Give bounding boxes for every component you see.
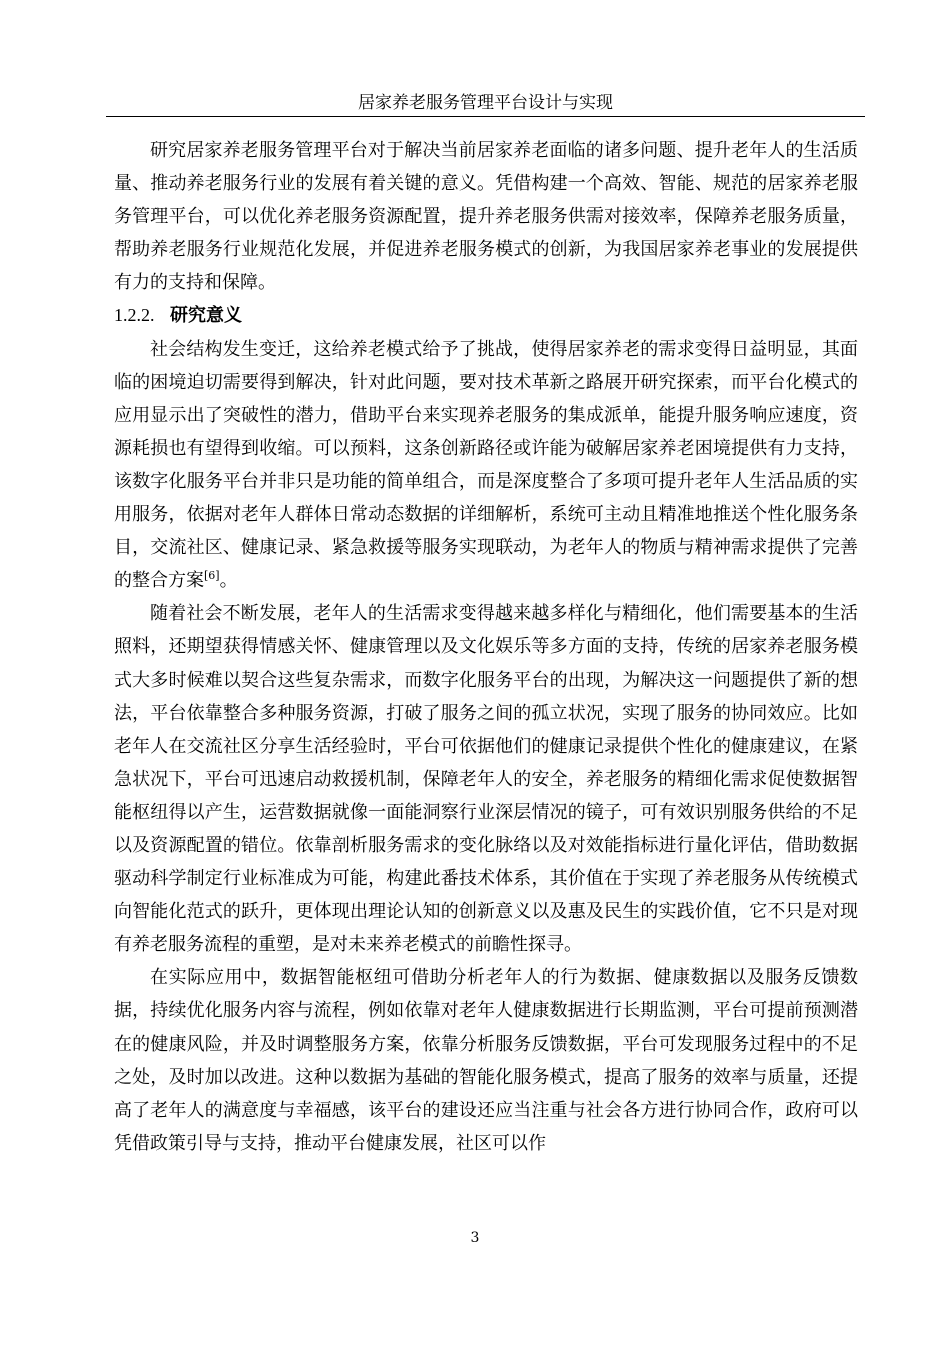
paragraph-social-change xyxy=(114,333,858,598)
paragraph-practical-application: 在实际应用中，数据智能枢纽可借助分析老年人的行为数据、健康数据以及服务反馈数据，持续优化服务内容与流程，例如依靠对老年人健康数据进行长期监测，平台可提前预测潜在的健康风险，并及时调整服务方案，依靠分析服务反馈数据，平台可发现服务过程中的不足之处，及时加以改进。这种以数据为基础的智能化服务模式，提高了服务的效率与质量，还提高了老年人的满意度与幸福感，该平台的建设还应当注重与社会各方进行协同合作，政府可以凭借政策引导与支持，推动平台健康发展，社区可以作 xyxy=(114,967,858,1154)
section-heading xyxy=(114,299,858,332)
page-number: 3 xyxy=(470,1230,480,1246)
body-content xyxy=(114,134,858,1160)
paragraph-social-change-end: 。 xyxy=(219,570,238,592)
page-header-title: 居家养老服务管理平台设计与实现 xyxy=(358,93,613,113)
paragraph-social-change-text: 社会结构发生变迁，这给养老模式给予了挑战，使得居家养老的需求变得日益明显，其面临的困境迫切需要得到解决，针对此问题，要对技术革新之路展开研究探索，而平台化模式的应用显示出了突破性的潜力，借助平台来实现养老服务的集成派单，能提升服务响应速度，资源耗损也有望得到收缩。可以预料，这条创新路径或许能为破解居家养老困境提供有力支持，该数字化服务平台并非只是功能的简单组合，而是深度整合了多项可提升老年人生活品质的实用服务，依据对老年人群体日常动态数据的详细解析，系统可主动且精准地推送个性化服务条目，交流社区、健康记录、紧急救援等服务实现联动，为老年人的物质与精神需求提供了完善的整合方案 xyxy=(114,338,858,592)
paragraph-research-platform: 研究居家养老服务管理平台对于解决当前居家养老面临的诸多问题、提升老年人的生活质量、推动养老服务行业的发展有着关键的意义。凭借构建一个高效、智能、规范的居家养老服务管理平台，可以优化养老服务资源配置，提升养老服务供需对接效率，保障养老服务质量，帮助养老服务行业规范化发展，并促进养老服务模式的创新，为我国居家养老事业的发展提供有力的支持和保障。 xyxy=(114,140,858,294)
paragraph-diverse-needs: 随着社会不断发展，老年人的生活需求变得越来越多样化与精细化，他们需要基本的生活照料，还期望获得情感关怀、健康管理以及文化娱乐等多方面的支持，传统的居家养老服务模式大多时候难以契合这些复杂需求，而数字化服务平台的出现，为解决这一问题提供了新的想法，平台依靠整合多种服务资源，打破了服务之间的孤立状况，实现了服务的协同效应。比如老年人在交流社区分享生活经验时，平台可依据他们的健康记录提供个性化的健康建议，在紧急状况下，平台可迅速启动救援机制，保障老年人的安全，养老服务的精细化需求促使数据智能枢纽得以产生，运营数据就像一面能洞察行业深层情况的镜子，可有效识别服务供给的不足以及资源配置的错位。依靠剖析服务需求的变化脉络以及对效能指标进行量化评估，借助数据驱动科学制定行业标准成为可能，构建此番技术体系，其价值在于实现了养老服务从传统模式向智能化范式的跃升，更体现出理论认知的创新意义以及惠及民生的实践价值，它不只是对现有养老服务流程的重塑，是对未来养老模式的前瞻性探寻。 xyxy=(114,603,858,956)
section-number: 1.2.2. xyxy=(114,305,155,326)
citation-reference[interactable]: [6] xyxy=(204,569,220,583)
header-divider xyxy=(106,116,865,117)
section-title: 研究意义 xyxy=(170,305,242,327)
